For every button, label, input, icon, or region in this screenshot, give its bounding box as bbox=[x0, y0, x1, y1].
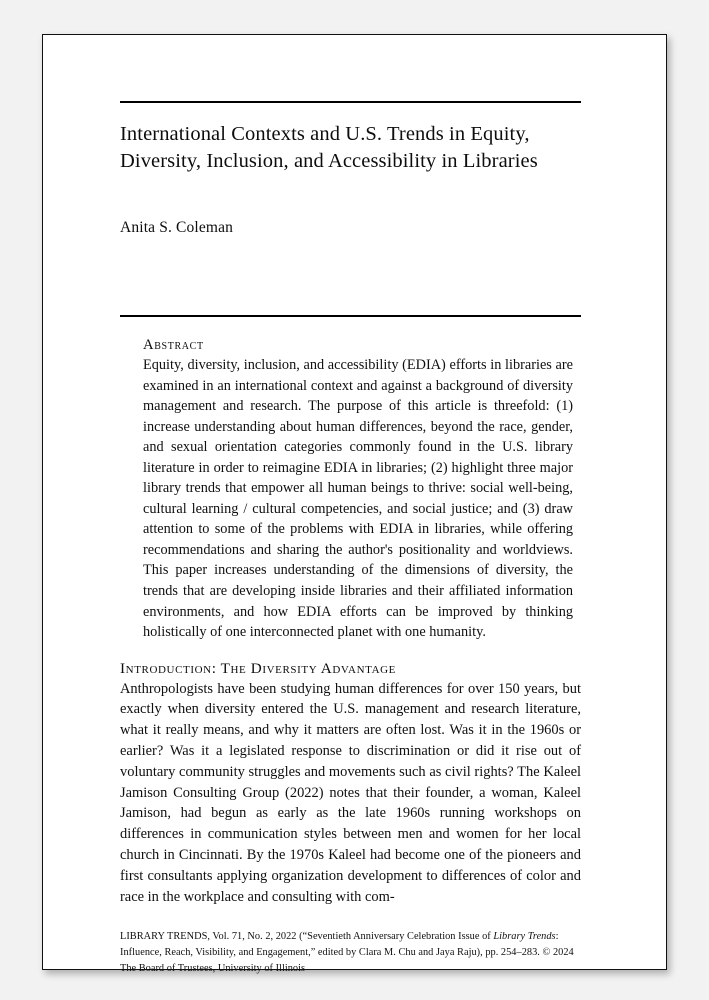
abstract-heading: Abstract bbox=[143, 337, 204, 354]
citation-part-2: : Influence, Reach, Visibility, and Engagement,” edited by Clara M. Chu and Jaya Raju), pp. 254–283. © 2024 The Board of Trustees, University of Illinois bbox=[120, 931, 574, 974]
abstract-body: Equity, diversity, inclusion, and accessibility (EDIA) efforts in libraries are examined in an international context and against a background of diversity management and research. The purpose of this article is threefold: (1) increase understanding about human differences, beyond the race, gender, and sexual orientation categories commonly found in the U.S. library literature in order to reimagine EDIA in libraries; (2) highlight three major library trends that empower all human beings to thrive: social well-being, cultural learning / cultural competencies, and social justice; and (3) draw attention to some of the problems with EDIA in libraries, while offering recommendations and sharing the author's positionality and worldviews. This paper increases understanding of the dimensions of diversity, the trends that are developing inside libraries and their affiliated information environments, and how EDIA efforts can be improved by thinking holistically of one interconnected planet with one humanity. bbox=[143, 357, 573, 641]
content-column bbox=[120, 65, 581, 976]
title-top-rule bbox=[120, 101, 581, 103]
footer-citation bbox=[120, 929, 581, 976]
document-page bbox=[42, 34, 667, 974]
introduction-heading: Introduction: The Diversity Advantage bbox=[120, 659, 396, 677]
title-line-2: Diversity, Inclusion, and Accessibility in Libraries bbox=[120, 150, 538, 173]
citation-journal-italic: Library Trends bbox=[493, 931, 556, 943]
introduction-section bbox=[120, 659, 581, 908]
abstract-top-rule bbox=[120, 315, 581, 317]
introduction-body: Anthropologists have been studying human differences for over 150 years, but exactly when diversity entered the U.S. management and research literature, what it really means, and why it matters are often lost. Was it in the 1960s or earlier? Was it a legislated response to discrimination or did it rise out of voluntary community struggles and movements such as civil rights? The Kaleel Jamison Consulting Group (2022) notes that their founder, a woman, Kaleel Jamison, had begun as early as the late 1960s running workshops on differences in communication styles between men and women for her local church in Cincinnati. By the 1970s Kaleel had become one of the pioneers and first consultants applying organization development to differences of color and race in the workplace and consulting with com- bbox=[120, 680, 581, 905]
author-block bbox=[120, 219, 581, 316]
title-line-1: International Contexts and U.S. Trends in Equity, bbox=[120, 123, 530, 145]
citation-part-1: LIBRARY TRENDS, Vol. 71, No. 2, 2022 (“Seventieth Anniversary Celebration Issue of bbox=[120, 931, 494, 943]
author-name: Anita S. Coleman bbox=[120, 218, 234, 236]
abstract-section bbox=[143, 336, 573, 642]
page-title bbox=[120, 121, 572, 176]
